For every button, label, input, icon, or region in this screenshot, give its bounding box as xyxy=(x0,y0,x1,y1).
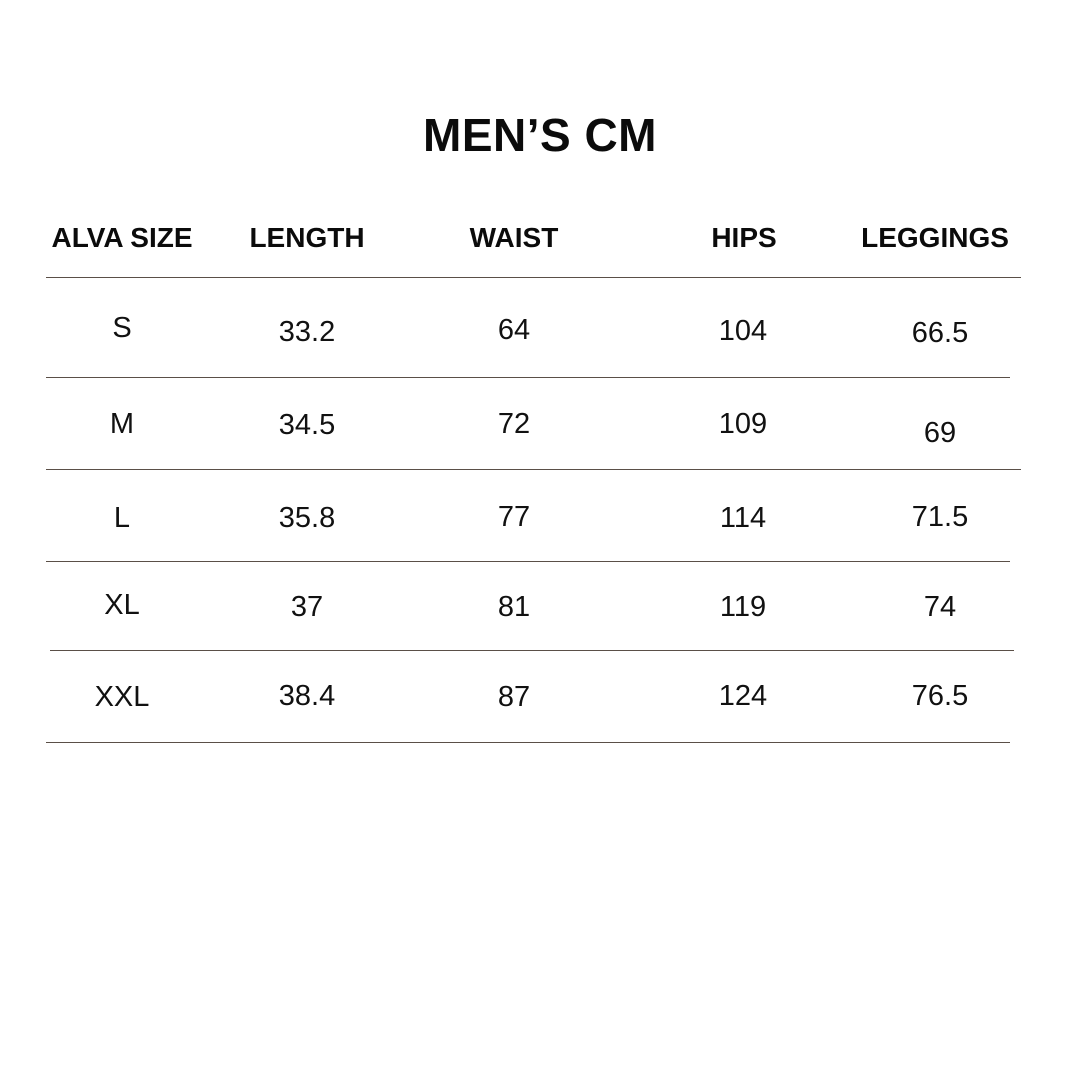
cell-size: XXL xyxy=(94,681,150,713)
cell-hips: 124 xyxy=(718,680,768,712)
header-leggings: LEGGINGS xyxy=(861,222,1009,253)
cell-waist: 64 xyxy=(497,314,531,346)
row-divider xyxy=(50,650,1014,651)
row-divider xyxy=(46,561,1010,562)
cell-length: 34.5 xyxy=(278,409,336,441)
cell-size: S xyxy=(112,312,132,344)
row-divider xyxy=(46,469,1021,470)
cell-size: L xyxy=(113,502,131,534)
cell-length: 37 xyxy=(290,591,324,623)
cell-hips: 114 xyxy=(719,502,767,534)
cell-leggings: 69 xyxy=(923,417,957,449)
header-divider xyxy=(46,277,1021,278)
header-waist: WAIST xyxy=(469,222,559,253)
cell-leggings: 74 xyxy=(923,591,957,623)
header-length: LENGTH xyxy=(249,222,365,253)
cell-size: M xyxy=(109,408,135,440)
cell-hips: 119 xyxy=(719,591,767,623)
cell-waist: 87 xyxy=(497,681,531,713)
cell-waist: 77 xyxy=(497,501,531,533)
cell-hips: 109 xyxy=(718,408,768,440)
cell-length: 38.4 xyxy=(278,680,336,712)
cell-leggings: 66.5 xyxy=(911,317,969,349)
chart-title: MEN’S CM xyxy=(423,109,657,161)
header-hips: HIPS xyxy=(711,222,777,253)
cell-leggings: 76.5 xyxy=(911,680,969,712)
row-divider xyxy=(46,742,1010,743)
header-alva-size: ALVA SIZE xyxy=(51,222,193,253)
cell-length: 35.8 xyxy=(278,502,336,534)
cell-waist: 72 xyxy=(497,408,531,440)
cell-waist: 81 xyxy=(497,591,531,623)
row-divider xyxy=(46,377,1010,378)
cell-length: 33.2 xyxy=(278,316,336,348)
cell-leggings: 71.5 xyxy=(911,501,969,533)
cell-hips: 104 xyxy=(718,315,768,347)
cell-size: XL xyxy=(104,589,140,621)
